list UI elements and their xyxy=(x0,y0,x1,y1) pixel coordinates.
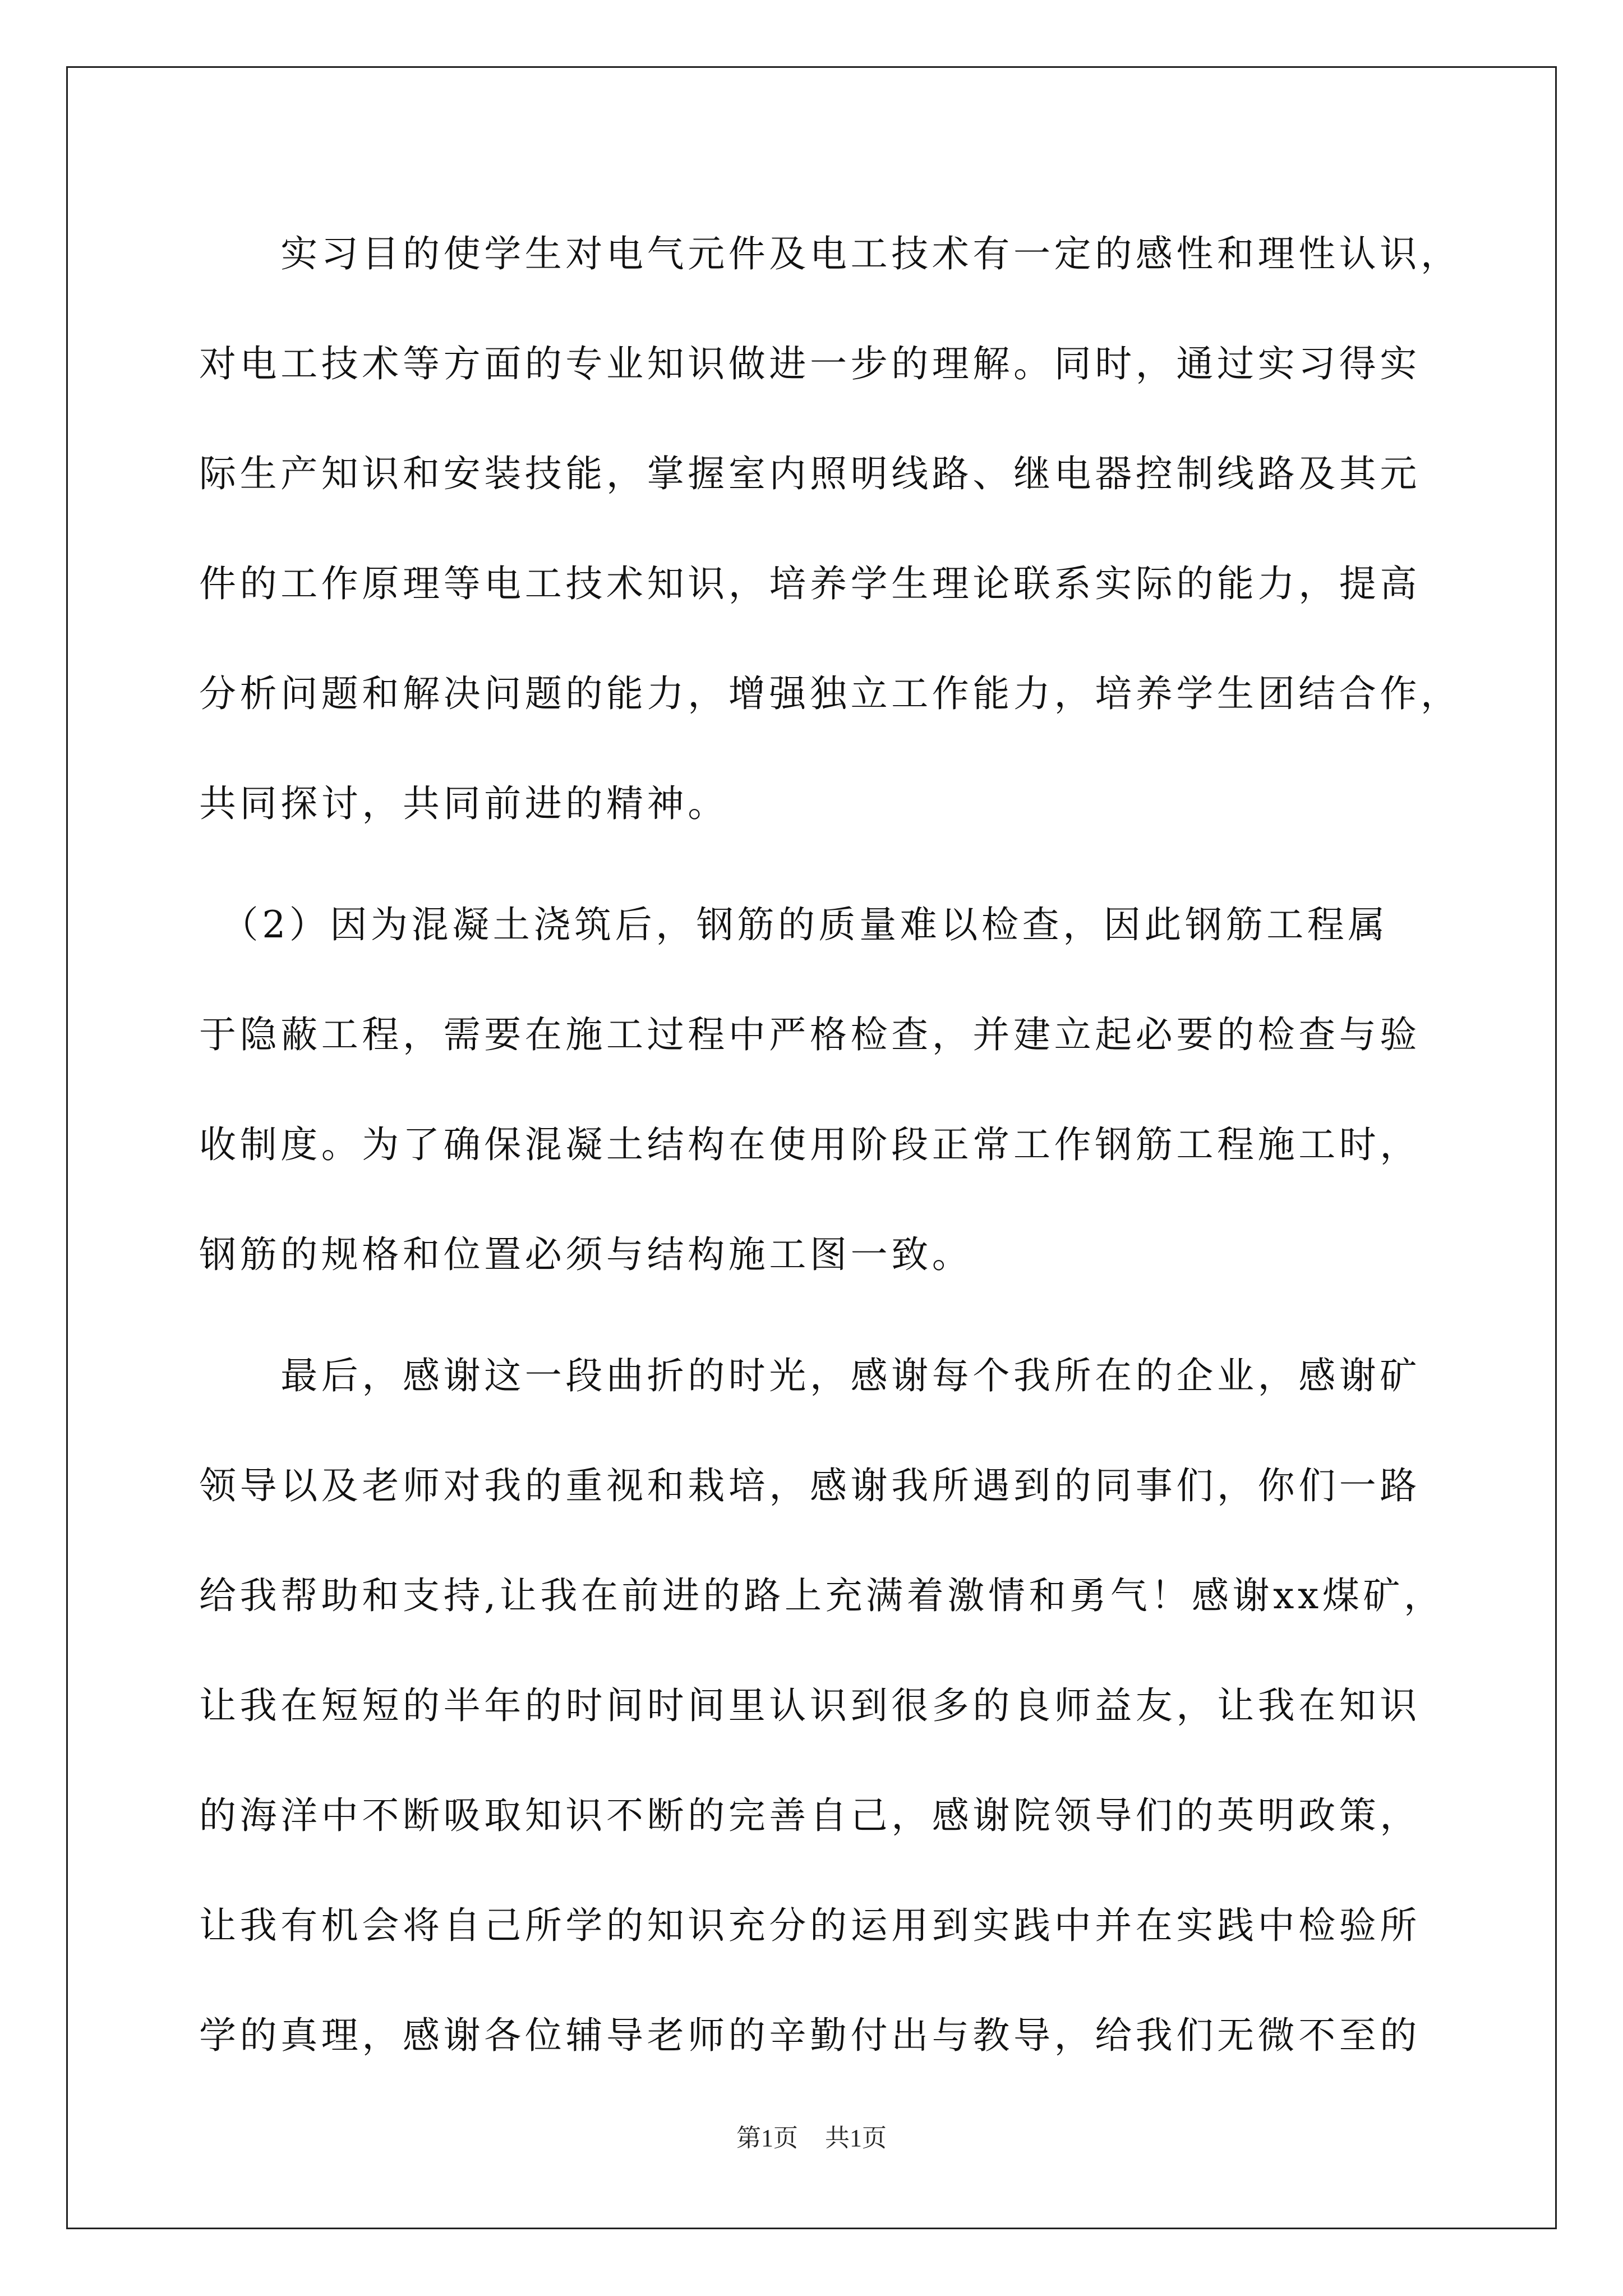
document-body xyxy=(199,212,1461,2104)
text-line: （2）因为混凝土浇筑后，钢筋的质量难以检查，因此钢筋工程属 xyxy=(199,903,1389,946)
text-line: 给我帮助和支持,让我在前进的路上充满着激情和勇气！感谢xx煤矿， xyxy=(199,1574,1445,1617)
paragraph-2 xyxy=(199,883,1433,1323)
text-line: 学的真理，感谢各位辅导老师的辛勤付出与教导，给我们无微不至的 xyxy=(199,2014,1421,2057)
text-line: 实习目的使学生对电气元件及电工技术有一定的感性和理性认识， xyxy=(199,232,1461,275)
page-number: 第1页 xyxy=(736,2124,798,2152)
text-line: 件的工作原理等电工技术知识，培养学生理论联系实际的能力，提高 xyxy=(199,562,1421,605)
text-line: 最后，感谢这一段曲折的时光，感谢每个我所在的企业，感谢矿 xyxy=(199,1354,1421,1397)
text-line: 领导以及老师对我的重视和栽培，感谢我所遇到的同事们，你们一路 xyxy=(199,1464,1421,1507)
paragraph-1 xyxy=(199,212,1461,872)
text-line: 分析问题和解决问题的能力，增强独立工作能力，培养学生团结合作， xyxy=(199,672,1461,715)
page-total: 共1页 xyxy=(825,2124,887,2152)
text-line: 钢筋的规格和位置必须与结构施工图一致。 xyxy=(199,1233,973,1276)
text-line: 对电工技术等方面的专业知识做进一步的理解。同时，通过实习得实 xyxy=(199,342,1421,385)
text-line: 让我有机会将自己所学的知识充分的运用到实践中并在实践中检验所 xyxy=(199,1904,1421,1947)
text-line: 收制度。为了确保混凝土结构在使用阶段正常工作钢筋工程施工时， xyxy=(199,1123,1421,1166)
paragraph-spacer xyxy=(199,1323,1433,1334)
paragraph-3 xyxy=(199,1334,1445,2104)
text-line: 际生产知识和安装技能，掌握室内照明线路、继电器控制线路及其元 xyxy=(199,452,1421,495)
text-line: 的海洋中不断吸取知识不断的完善自己，感谢院领导们的英明政策， xyxy=(199,1794,1421,1837)
text-line: 于隐蔽工程，需要在施工过程中严格检查，并建立起必要的检查与验 xyxy=(199,1013,1421,1056)
page-footer xyxy=(0,2118,1623,2154)
text-line: 共同探讨，共同前进的精神。 xyxy=(199,782,728,825)
paragraph-spacer xyxy=(199,872,1433,883)
text-line: 让我在短短的半年的时间时间里认识到很多的良师益友，让我在知识 xyxy=(199,1684,1421,1727)
